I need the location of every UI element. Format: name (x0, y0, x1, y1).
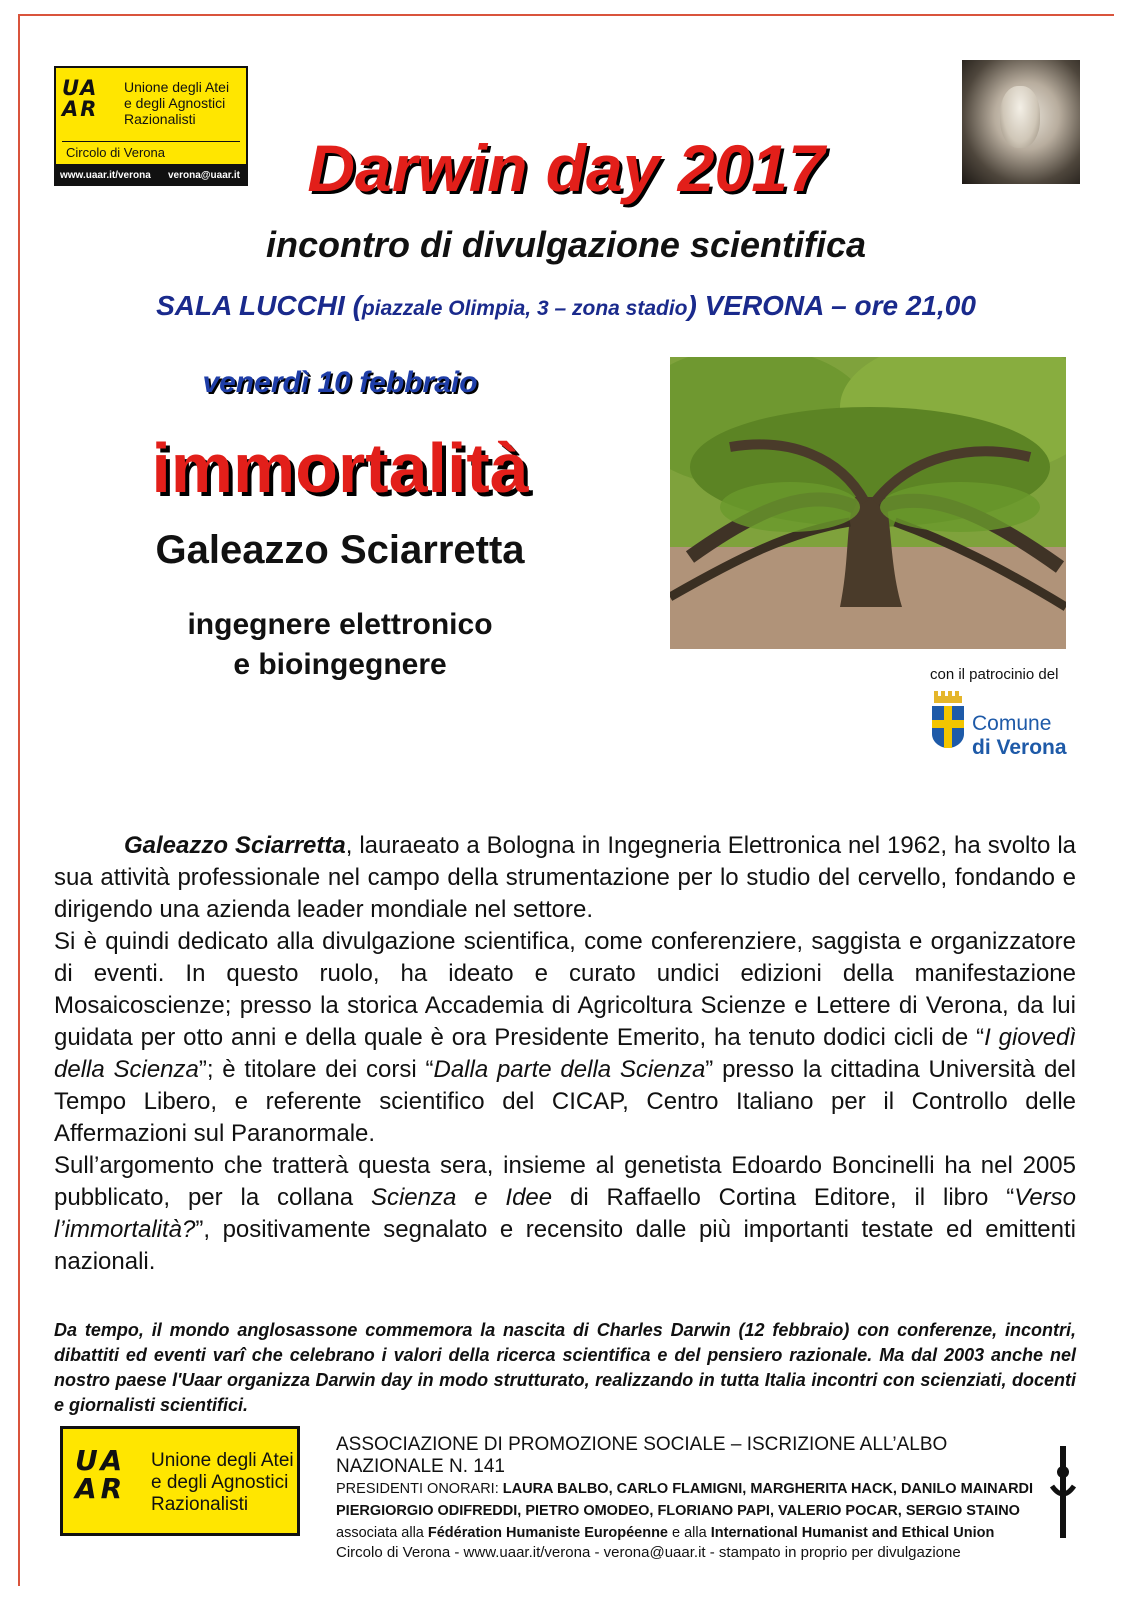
comune-label-1: Comune (972, 712, 1052, 735)
bio-p2-c: ”; è titolare dei corsi “ (198, 1056, 434, 1083)
association-line-1: ASSOCIAZIONE DI PROMOZIONE SOCIALE – ISCRIZIONE ALL’ALBO NAZIONALE N. 141 (336, 1434, 948, 1477)
tree-illustration (670, 357, 1066, 649)
bio-p3-e: ”, positivamente segnalato e recensito dalle più importanti testate ed emittenti nazionali. (54, 1216, 1076, 1275)
subtitle: incontro di divulgazione scientifica (265, 224, 867, 265)
uaar-logo-bottom (60, 1426, 300, 1536)
comune-di-verona-logo (930, 690, 1080, 760)
bio-p2-d: Dalla parte della Scienza (433, 1056, 706, 1083)
speaker-role-2: e bioingegnere (233, 648, 447, 681)
bio-paragraph-1 (54, 830, 1076, 926)
venue-name: SALA LUCCHI ( (156, 290, 362, 321)
uaar-logo-url: www.uaar.it/verona (60, 170, 151, 181)
association-line-3 (336, 1500, 1036, 1522)
uaar-logo-bottom-line3: Razionalisti (151, 1494, 249, 1515)
bio-p3-c: di Raffaello Cortina Editore, il libro “ (552, 1184, 1015, 1211)
speaker-bio (54, 830, 1076, 1278)
bio-p1-text: , lauraeato a Bologna in Ingegneria Elettronica nel 1962, ha svolto la sua attività professionale nel campo della strumentazione per lo studio del cervello, fondando e dirigendo una azienda leader mondiale nel settore. (54, 832, 1077, 923)
bio-speaker-name: Galeazzo Sciarretta (124, 832, 346, 859)
association-info (336, 1434, 1036, 1561)
page-title: Darwin day 2017 (307, 131, 825, 205)
page-border-top (18, 14, 1114, 16)
happy-human-icon (1050, 1446, 1076, 1538)
uaar-logo-line1: Unione degli Atei (124, 79, 230, 95)
uaar-logo-bottom-mark: UAAR (75, 1444, 127, 1505)
bio-p3-d: Verso l’immortalità? (54, 1184, 1077, 1243)
honorary-presidents-label: PRESIDENTI ONORARI: (336, 1481, 503, 1497)
event-date: venerdì 10 febbraio (202, 366, 478, 399)
association-line-2 (336, 1478, 1036, 1500)
bio-p2-b: I giovedì della Scienza (54, 1024, 1076, 1083)
uaar-logo-line3: Razionalisti (124, 111, 196, 127)
uaar-logo-bottom-line2: e degli Agnostici (151, 1472, 289, 1493)
bio-p3-b: Scienza e Idee (370, 1184, 553, 1211)
association-line-4 (336, 1522, 1036, 1544)
crown-icon (932, 690, 964, 704)
patronage-label: con il patrocinio del (930, 666, 1059, 683)
speaker-role-1: ingegnere elettronico (187, 608, 493, 641)
venue (0, 290, 1132, 322)
uaar-logo-email: verona@uaar.it (167, 170, 240, 181)
association-line-5: Circolo di Verona - www.uaar.it/verona - verona@uaar.it - stampato in proprio per divulgazione (336, 1544, 961, 1561)
bio-paragraph-2 (54, 926, 1076, 1150)
affiliation-iheu: International Humanist and Ethical Union (710, 1525, 995, 1541)
shield-icon (932, 706, 964, 748)
venue-address: piazzale Olimpia, 3 – zona stadio (361, 297, 688, 320)
affiliation-a: associata alla (336, 1525, 428, 1541)
uaar-logo-mark: UAAR (62, 76, 99, 121)
honorary-presidents-names-2: PIERGIORGIO ODIFREDDI, PIETRO OMODEO, FLORIANO PAPI, VALERIO POCAR, SERGIO STAINO (336, 1503, 1020, 1519)
uaar-logo-bottom-line1: Unione degli Atei (151, 1450, 294, 1471)
venue-time: ) VERONA – ore 21,00 (687, 290, 976, 321)
bio-paragraph-3 (54, 1150, 1076, 1278)
event-topic: immortalità (151, 429, 529, 507)
affiliation-c: e alla (668, 1525, 711, 1541)
comune-label-2: di Verona (972, 736, 1067, 759)
uaar-logo-circolo: Circolo di Verona (66, 145, 165, 160)
bio-p2-a: Si è quindi dedicato alla divulgazione scientifica, come conferenziere, saggista e organizzatore di eventi. In questo ruolo, ha ideato e curato undici edizioni della manifestazione Mosaicoscienze; presso la storica Accademia di Agricoltura Scienze e Lettere di Verona, da lui guidata per otto anni e della quale è ora Presidente Emerito, ha tenuto dodici cicli de “ (54, 928, 1076, 1051)
honorary-presidents-names: LAURA BALBO, CARLO FLAMIGNI, MARGHERITA HACK, DANILO MAINARDI (502, 1481, 1034, 1497)
tree-photo (670, 357, 1066, 649)
bio-p2-e: ” presso la cittadina Università del Tempo Libero, e referente scientifico del CICAP, Centro Italiano per il Controllo delle Affermazioni sul Paranormale. (54, 1056, 1076, 1147)
bio-p3-a: Sull’argomento che tratterà questa sera, insieme al genetista Edoardo Boncinelli ha nel 2005 pubblicato, per la collana (54, 1152, 1076, 1211)
uaar-logo-line2: e degli Agnostici (124, 95, 226, 111)
darwin-day-note: Da tempo, il mondo anglosassone commemora la nascita di Charles Darwin (12 febbraio) con conferenze, incontri, dibattiti ed eventi varî che celebrano i valori della ricerca scientifica e del pensiero razionale. Ma dal 2003 anche nel nostro paese l'Uaar organizza Darwin day in modo strutturato, realizzando in tutta Italia incontri con scienziati, docenti e giornalisti scientifici. (54, 1320, 1076, 1415)
speaker-name: Galeazzo Sciarretta (155, 528, 525, 572)
affiliation-fhe: Fédération Humaniste Européenne (427, 1525, 668, 1541)
